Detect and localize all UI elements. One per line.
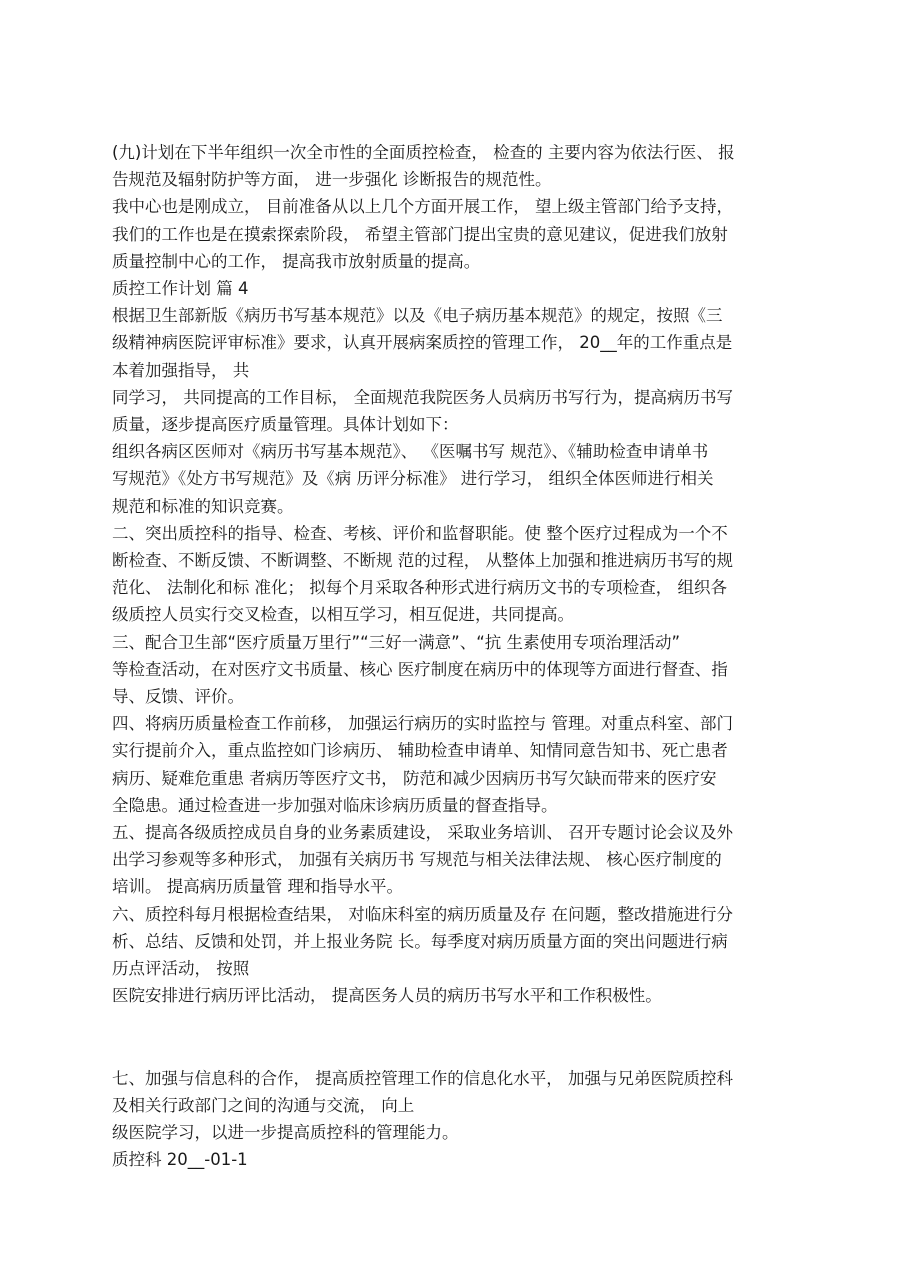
- line: 六、质控科每月根据检查结果， 对临床科室的病历质量及存 在问题，整改措施进行分: [112, 904, 733, 924]
- line: 断检查、不断反馈、不断调整、不断规 范的过程， 从整体上加强和推进病历书写的规: [112, 551, 733, 571]
- line: 写规范》《处方书写规范》及《病 历评分标准》 进行学习， 组织全体医师进行相关: [112, 469, 714, 489]
- line: 组织各病区医师对《病历书写基本规范》、 《医嘱书写 规范》、《辅助检查申请单书: [112, 442, 709, 462]
- line: (九)计划在下半年组织一次全市性的全面质控检查， 检查的 主要内容为依法行医、 报: [112, 143, 735, 162]
- line: 我们的工作也是在摸索探索阶段， 希望主管部门提出宝贵的意见建议，促进我们放射: [112, 224, 728, 244]
- line: 历点评活动， 按照: [112, 959, 250, 979]
- paragraph-intro: [112, 302, 802, 384]
- paragraph-item-2: [112, 520, 802, 629]
- line: 三、配合卫生部“医疗质量万里行”“三好一满意”、“抗 生素使用专项治理活动”: [112, 632, 681, 652]
- line: 析、总结、反馈和处罚，并上报业务院 长。每季度对病历质量方面的突出问题进行病: [112, 931, 728, 951]
- line: 同学习， 共同提高的工作目标， 全面规范我院医务人员病历书写行为，提高病历书写: [112, 387, 733, 407]
- section-heading: 质控工作计划 篇 4: [112, 279, 249, 299]
- document-body: [112, 139, 802, 1173]
- paragraph-item-6-continued: 医院安排进行病历评比活动， 提高医务人员的病历书写水平和工作积极性。: [112, 986, 662, 1006]
- line: 四、将病历质量检查工作前移， 加强运行病历的实时监控与 管理。对重点科室、部门: [112, 714, 733, 734]
- line: 导、反馈、评价。: [112, 687, 244, 707]
- line: 范化、 法制化和标 准化； 拟每个月采取各种形式进行病历文书的专项检查， 组织各: [112, 578, 727, 598]
- line: 级精神病医院评审标准》要求，认真开展病案质控的管理工作， 20__年的工作重点是: [112, 333, 733, 353]
- line: 实行提前介入，重点监控如门诊病历、 辅助检查申请单、知情同意告知书、死亡患者: [112, 741, 728, 761]
- line: 根据卫生部新版《病历书写基本规范》以及《电子病历基本规范》的规定，按照《三: [112, 306, 723, 326]
- line: 等检查活动，在对医疗文书质量、核心 医疗制度在病历中的体现等方面进行督查、指: [112, 659, 728, 679]
- paragraph-intro-continued: [112, 384, 802, 438]
- line: 全隐患。通过检查进一步加强对临床诊病历质量的督查指导。: [112, 795, 558, 815]
- line: 七、加强与信息科的合作， 提高质控管理工作的信息化水平， 加强与兄弟医院质控科: [112, 1068, 733, 1088]
- signature: 质控科 20__-01-1: [112, 1150, 248, 1170]
- paragraph-item-7: [112, 1065, 802, 1119]
- paragraph-item-3: [112, 629, 802, 711]
- line: 告规范及辐射防护等方面， 进一步强化 诊断报告的规范性。: [112, 170, 552, 190]
- paragraph-radiology-inspection: [112, 139, 802, 193]
- paragraph-item-4: [112, 710, 802, 819]
- line: 级质控人员实行交叉检查，以相互学习，相互促进，共同提高。: [112, 605, 574, 625]
- page-gap: [112, 1010, 802, 1065]
- line: 五、提高各级质控成员自身的业务素质建设， 采取业务培训、 召开专题讨论会议及外: [112, 823, 733, 843]
- line: 规范和标准的知识竞赛。: [112, 496, 294, 516]
- line: 培训。 提高病历质量管 理和指导水平。: [112, 877, 403, 897]
- line: 出学习参观等多种形式， 加强有关病历书 写规范与相关法律法规、 核心医疗制度的: [112, 850, 722, 870]
- paragraph-item-1: [112, 438, 802, 520]
- line: 质量控制中心的工作， 提高我市放射质量的提高。: [112, 251, 481, 271]
- line: 本着加强指导， 共: [112, 360, 250, 380]
- paragraph-item-6: [112, 901, 802, 983]
- paragraph-item-7-continued: 级医院学习，以进一步提高质控科的管理能力。: [112, 1122, 459, 1142]
- line: 我中心也是刚成立， 目前准备从以上几个方面开展工作， 望上级主管部门给予支持，: [112, 197, 733, 217]
- line: 病历、疑难危重患 者病历等医疗文书， 防范和减少因病历书写欠缺而带来的医疗安: [112, 768, 717, 788]
- paragraph-center-support: [112, 193, 802, 275]
- line: 二、突出质控科的指导、检查、考核、评价和监督职能。使 整个医疗过程成为一个不: [112, 523, 728, 543]
- paragraph-item-5: [112, 819, 802, 901]
- line: 及相关行政部门之间的沟通与交流， 向上: [112, 1095, 415, 1115]
- line: 质量，逐步提高医疗质量管理。具体计划如下：: [112, 415, 459, 435]
